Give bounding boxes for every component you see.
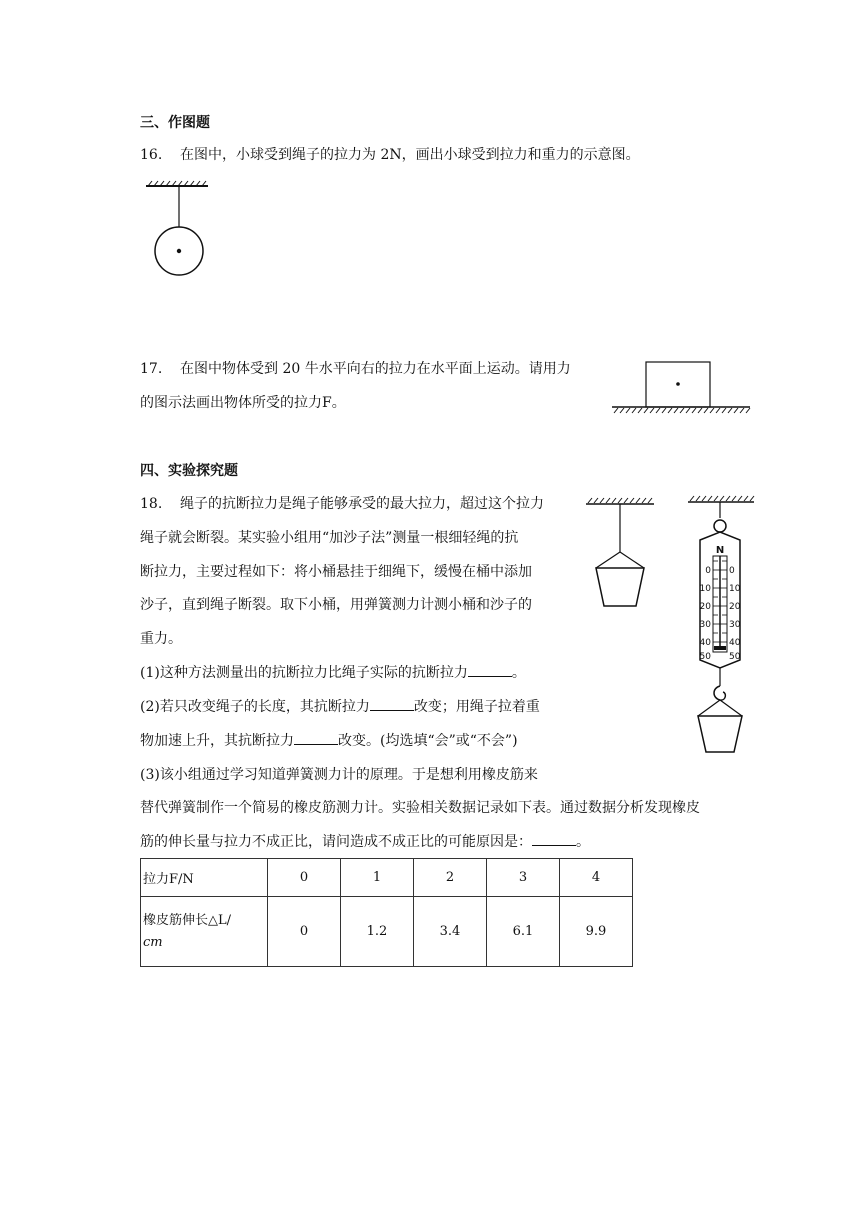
- table-row: [141, 897, 633, 967]
- subquestion-text: 改变。(均选填“会”或“不会”): [338, 733, 518, 749]
- question-18-line3: 断拉力，主要过程如下：将小桶悬挂于细绳下，缓慢在桶中添加: [140, 564, 532, 580]
- answer-blank[interactable]: [532, 832, 576, 846]
- subquestion-3-line3: [140, 832, 590, 852]
- question-16: [140, 145, 640, 165]
- table-row: [141, 859, 633, 897]
- scale-tick-label: 40: [699, 638, 711, 648]
- scale-tick-label: 10: [699, 584, 711, 594]
- question-number: 17.: [140, 361, 163, 377]
- table-cell: 2: [414, 859, 487, 897]
- subquestion-text: (1)这种方法测量出的抗断拉力比绳子实际的抗断拉力: [140, 665, 468, 681]
- scale-tick-label: 50: [729, 652, 741, 662]
- table-cell: 0: [268, 897, 341, 967]
- table-cell: 0: [268, 859, 341, 897]
- scale-tick-label: 0: [705, 566, 711, 576]
- table-header-cell: [141, 897, 268, 967]
- row-label-unit: cm: [143, 934, 163, 950]
- answer-blank[interactable]: [370, 697, 414, 711]
- scale-tick-label: 10: [729, 584, 741, 594]
- table-cell: 9.9: [560, 897, 633, 967]
- hanging-ball-figure: [140, 178, 220, 278]
- section-title-experiment: 四、实验探究题: [140, 463, 238, 479]
- scale-tick-label: 20: [699, 602, 711, 612]
- answer-blank[interactable]: [294, 731, 338, 745]
- answer-blank[interactable]: [468, 663, 512, 677]
- scale-tick-label: 40: [729, 638, 741, 648]
- row-label: 橡皮筋伸长△L/: [143, 912, 232, 928]
- question-18-line4: 沙子，直到绳子断裂。取下小桶，用弹簧测力计测小桶和沙子的: [140, 597, 532, 613]
- scale-tick-label: 20: [729, 602, 741, 612]
- question-17-line2: 的图示法画出物体所受的拉力F。: [140, 395, 346, 411]
- question-number: 16.: [140, 147, 163, 163]
- table-cell: 3: [487, 859, 560, 897]
- scale-unit-label: N: [715, 545, 725, 556]
- question-18-line5: 重力。: [140, 631, 182, 647]
- question-text: 绳子的抗断拉力是绳子能够承受的最大拉力，超过这个拉力: [180, 496, 544, 512]
- scale-tick-label: 30: [699, 620, 711, 630]
- subquestion-text: 筋的伸长量与拉力不成正比，请问造成不成正比的可能原因是：: [140, 834, 532, 850]
- subquestion-3-line1: (3)该小组通过学习知道弹簧测力计的原理。于是想利用橡皮筋来: [140, 767, 538, 783]
- question-18-line1: [140, 494, 544, 514]
- block-on-surface-figure: [610, 360, 752, 416]
- scale-tick-label: 50: [699, 652, 711, 662]
- question-17-line1: [140, 359, 571, 379]
- table-cell: 3.4: [414, 897, 487, 967]
- subquestion-text: 物加速上升，其抗断拉力: [140, 733, 294, 749]
- section-title-drawing: 三、作图题: [140, 115, 210, 131]
- question-text: 在图中物体受到 20 牛水平向右的拉力在水平面上运动。请用力: [180, 361, 571, 377]
- bucket-on-rope-figure: [584, 496, 664, 616]
- subquestion-1: [140, 663, 526, 683]
- scale-tick-label: 0: [729, 566, 735, 576]
- scale-tick-label: 30: [729, 620, 741, 630]
- table-cell: 1.2: [341, 897, 414, 967]
- subquestion-2-line1: [140, 697, 540, 717]
- subquestion-text-end: 。: [576, 834, 590, 850]
- table-cell: 4: [560, 859, 633, 897]
- question-number: 18.: [140, 496, 163, 512]
- table-cell: 6.1: [487, 897, 560, 967]
- subquestion-3-line2: 替代弹簧制作一个简易的橡皮筋测力计。实验相关数据记录如下表。通过数据分析发现橡皮: [140, 800, 700, 816]
- subquestion-text-end: 。: [511, 665, 526, 681]
- spring-scale-figure: [684, 492, 764, 760]
- data-table: [140, 858, 633, 967]
- table-cell: 1: [341, 859, 414, 897]
- subquestion-text: 改变；用绳子拉着重: [413, 699, 540, 715]
- subquestion-text: (2)若只改变绳子的长度，其抗断拉力: [140, 699, 370, 715]
- subquestion-2-line2: [140, 731, 518, 751]
- question-18-line2: 绳子就会断裂。某实验小组用“加沙子法”测量一根细轻绳的抗: [140, 530, 519, 546]
- table-header-cell: 拉力F/N: [141, 859, 268, 897]
- question-text: 在图中，小球受到绳子的拉力为 2N，画出小球受到拉力和重力的示意图。: [180, 147, 640, 163]
